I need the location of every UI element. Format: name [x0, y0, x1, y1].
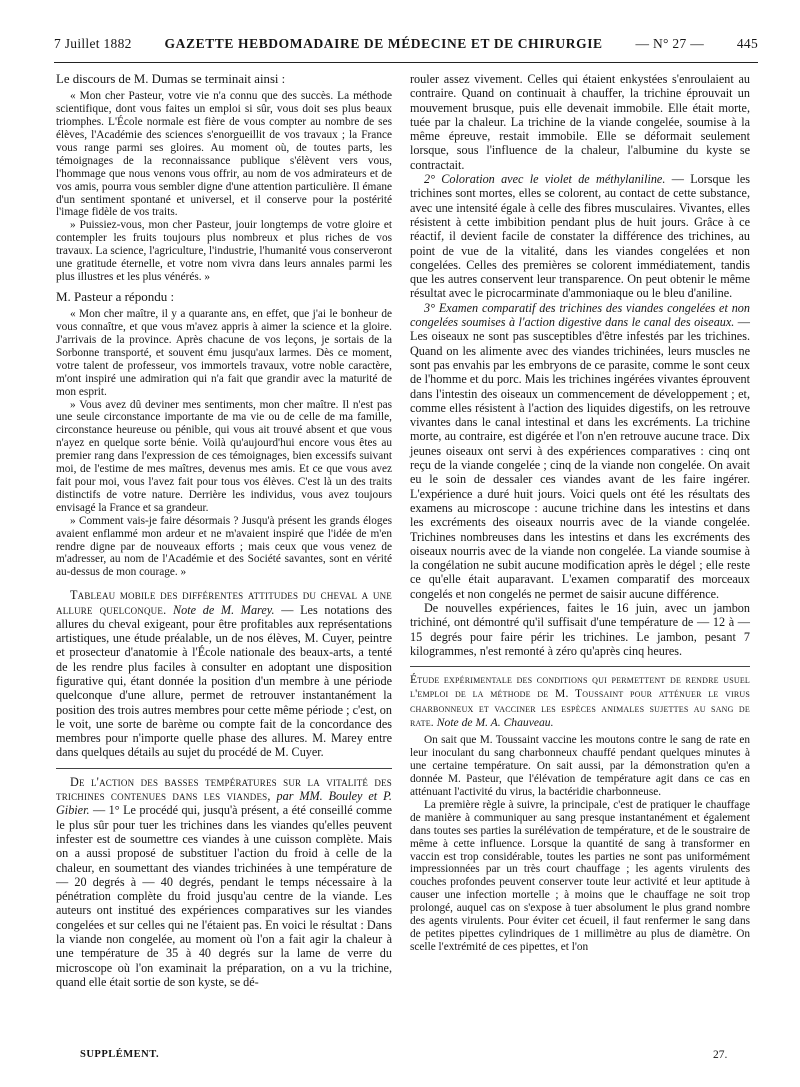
toussaint-paragraph-2: La première règle à suivre, la principale, c'est de pratiquer le chauffage de manière à communiquer au sang presque instantanément et également dans toutes ses parties la surélévation de température, et de le soustraire de même à cette influence. Lorsque la quantité de sang à transformer en vaccin est trop considérable, toutes les parties ne sont pas uniformément impressionnées par un très court chauffage ; les agents virulents des couches profondes peuvent conserver toute leur activité et leur aptitude à causer une infection mortelle ; à moins que le chauffage ne soit trop prolongé, auquel cas on s'expose à tuer absolument le plus grand nombre des agents virulents. Pour éviter cet écueil, il faut renfermer le sang dans de petites pipettes cylindriques de 1 millimètre au plus de diamètre. On scelle l'extrémité de ces pipettes, et l'on — [410, 798, 750, 953]
toussaint-paragraph-1: On sait que M. Toussaint vaccine les moutons contre le sang de rate en leur inoculant du sang charbonneux chauffé pendant quelques minutes à une certaine température. On sait aussi, par la démonstration qu'en a donnée M. Pasteur, que l'élévation de température agit dans ce cas en atténuant l'activité du virus, la bactéridie charbonneuse. — [410, 734, 750, 798]
dumas-paragraph-2: » Puissiez-vous, mon cher Pasteur, jouir longtemps de votre gloire et contempler les fruits toujours plus nombreux et plus riches de vos travaux. La science, l'agriculture, l'industrie, l'humanité vous conserveront une gratitude éternelle, et votre nom vivra dans leurs annales parmi les plus illustres et les plus vénérés. » — [56, 219, 392, 283]
left-column — [56, 72, 392, 989]
pasteur-paragraph-3: » Comment vais-je faire désormais ? Jusqu'à présent les grands éloges avaient enflammé mon ardeur et ne m'avaient inspiré que l'idée de m'en rendre digne par de nouveaux efforts ; mais ceux que vous venez de m'adresser, au nom de l'Académie et des Société savantes, sont en vérité au-dessus de mon courage. » — [56, 514, 392, 579]
trichine-byline: par MM. Bouley et P. Gibier. — [56, 789, 392, 818]
section-divider — [56, 768, 392, 769]
marey-section — [56, 588, 392, 760]
charbon-section — [410, 673, 750, 730]
right-paragraph-1: rouler assez vivement. Celles qui étaient enkystées s'enroulaient au contraire. Quand on continuait à chauffer, la trichine éprouvait un mouvement brusque, puis elle devenait immobile. Elle était morte, tuée par la chaleur. La trichine de la viande congelée, soumise à la même épreuve, restait immobile. Elle se déformait seulement lorsque, sous l'influence de la chaleur, l'albumine du kyste se contractait. — [410, 72, 750, 172]
issue-number: — N° 27 — — [635, 36, 704, 51]
jambon-paragraph: De nouvelles expériences, faites le 16 juin, avec un jambon trichiné, ont démontré qu'il suffisait d'une température de — 12 à — 15 degrés pour faire périr les trichines. Le jambon, pesant 7 kilogrammes, n'est remonté à zéro qu'après cinq heures. — [410, 600, 750, 658]
right-column — [410, 72, 750, 954]
signature-mark: 27. — [713, 1049, 728, 1061]
coloration-body: — Lorsque les trichines sont mortes, elles se colorent, au contact de cette substance, avec une intensité égale à celle des fibres musculaires. Vivantes, elles résistent à cette imbibition pendant plus de huit jours. Grâce à ce réactif, il devient facile de constater la différence des trichines, au point de vue de la vitalité, dans les viandes congelées et non congelées. Celles des premières se colorent immédiatement, tandis que les autres conservent leur transparence. On peut obtenir le même résultat avec le picrocarminate d'ammoniaque ou le bleu d'aniline. — [410, 172, 750, 301]
trichine-section — [56, 775, 392, 989]
digestion-paragraph — [410, 301, 750, 601]
dumas-intro: Le discours de M. Dumas se terminait ainsi : — [56, 72, 286, 86]
pasteur-paragraph-2: » Vous avez dû deviner mes sentiments, mon cher maître. Il n'est pas une seule circonstance importante de ma vie ou de celle de ma famille, circonstance heureuse ou pénible, qui vous ait trouvé absent et que vous n'ayez en quelque sorte bénie. Voilà qu'aujourd'hui encore vous êtes au premier rang dans l'expression de ces témoignages, bien excessifs suivant moi, de l'estime de mes maîtres, devenus mes amis. Et ce que vous avez fait pour moi, vous l'avez fait pour tous vos élèves. C'est là un des traits distinctifs de votre nature. Derrière les individus, vous avez toujours envisagé la France et sa grandeur. — [56, 398, 392, 514]
digestion-heading: 3° Examen comparatif des trichines des viandes congelées et non congelées soumises à l'action digestive dans le canal des oiseaux. — [410, 300, 750, 330]
supplement-label: SUPPLÉMENT. — [80, 1049, 160, 1060]
trichine-title: De l'action des basses températures sur la vitalité des trichines contenues dans les viandes, — [56, 774, 392, 804]
charbon-title: Étude expérimentale des conditions qui permettent de rendre usuel l'emploi de la méthode de M. Toussaint pour atténuer le virus charbonneux et vacciner les espèces animales sujettes au sang de rate. — [410, 673, 750, 730]
page-header — [54, 36, 758, 63]
coloration-heading: 2° Coloration avec le violet de méthylaniline. — [424, 172, 666, 187]
coloration-paragraph — [410, 172, 750, 301]
header-date: 7 Juillet 1882 — [54, 36, 132, 51]
marey-byline: Note de M. Marey. — [166, 602, 275, 617]
marey-title: Tableau mobile des différentes attitudes du cheval a une allure quelconque. — [56, 588, 392, 617]
digestion-body: — Les oiseaux ne sont pas susceptibles d'être infestés par les trichines. Quand on les alimente avec des viandes trichinées, leurs muscles ne sont pas envahis par les embryons de ce parasite, comme le sont ceux de l'homme et du porc. Mais les trichines ingérées vivantes éprouvent dans l'intestin des oiseaux un commencement de développement ; et, comme elles résistent à l'action des liquides digestifs, on les retrouve vivantes dans le canal intestinal et dans les excréments. La trichine morte, au contraire, est digérée et l'on n'en retrouve aucune trace. Dix jeunes oiseaux ont servi à des expériences comparatives : cinq ont reçu de la viande congelée ; cinq de la viande non congelée. On avait eu le soin de dessaler ces viandes avant de les faire ingérer. L'expérience a duré huit jours. Voici quels ont été les résultats des examens au microscope : aucune trichine dans les intestins et dans les excréments des oiseaux nourris avec de la viande congelée. Trichines nombreuses dans les intestins et dans les excréments des oiseaux nourris avec de la viande non congelée. La viande soumise à la congélation ne subit aucune modification après le dégel ; elle reste ce qu'elle était auparavant. L'examen comparatif des morceaux congelés et non congelés ne permet de saisir aucune différence. — [410, 315, 750, 601]
journal-title: GAZETTE HEBDOMADAIRE DE MÉDECINE ET DE CHIRURGIE — [164, 36, 603, 51]
dumas-paragraph-1: « Mon cher Pasteur, votre vie n'a connu que des succès. La méthode scientifique, dont vous faites un emploi si sûr, vous doit ses plus beaux triomphes. L'École normale est fière de vous compter au nombre de ses élèves, l'Académie des sciences s'enorgueillit de vos travaux ; la France vous range parmi ses gloires. Au moment où, de toutes parts, les témoignages de la reconnaissance publique s'élèvent vers vous, l'hommage que nous venons vous offrir, au nom de vos admirateurs et de vos amis, pourra vous sembler digne d'une attention particulière. Il émane d'un sentiment spontané et universel, et il conserve pour la postérité l'image fidèle de vos traits. — [56, 90, 392, 219]
marey-body: — Les notations des allures du cheval exigeant, pour être profitables aux représentations artistiques, une étude préalable, un de nos élèves, M. Cuyer, peintre et prosecteur d'anatomie à l'École nationale des beaux-arts, a tenté de les rendre plus faciles à consulter en adoptant une disposition figurative qui, étant donnée la position d'un membre à une période quelconque d'une allure, permet de retrouver instantanément la position des trois autres membres pour cette même période ; c'est, on le voit, une sorte de barème ou compte fait de la concordance des membres pour n'importe quelle phase des allures. M. Marey entre dans quelques détails au sujet du procédé de M. Cuyer. — [56, 602, 392, 760]
pasteur-paragraph-1: « Mon cher maître, il y a quarante ans, en effet, que j'ai le bonheur de vous connaître, et que vous m'avez appris à aimer la science et la gloire. J'arrivais de la province. Après chacune de vos leçons, je sortais de la Sorbonne transporté, et souvent ému jusqu'aux larmes. Dès ce moment, votre talent de professeur, vos immortels travaux, votre noble caractère, m'ont inspiré une admiration qui n'a fait que grandir avec la maturité de mon esprit. — [56, 308, 392, 398]
charbon-byline: Note de M. A. Chauveau. — [433, 716, 554, 730]
page-number: 445 — [736, 36, 758, 51]
section-divider — [410, 666, 750, 667]
pasteur-heading: M. Pasteur a répondu : — [56, 288, 175, 304]
trichine-body: — 1° Le procédé qui, jusqu'à présent, a été conseillé comme le plus sûr pour tuer les trichines dans les viandes qu'elles peuvent infester est de soumettre ces viandes à une cuisson complète. Mais on a aussi proposé de substituer l'action du froid à celle de la chaleur, en soumettant des viandes trichinées à une température de — 20 degrés à — 40 degrés, pendant le temps nécessaire à la pénétration complète du froid jusqu'au centre de la viande. Les auteurs ont institué des expériences comparatives sur les viandes congelées et sur celles qui ne l'étaient pas. En voici le résultat : Dans la viande non congelée, au moment où l'on a fait agir la chaleur à une température de 35 à 40 degrés sur la lame de verre du microscope où l'on examinait la préparation, on a vu la trichine, quand elle était sortie de son kyste, se dé- — [56, 803, 392, 989]
